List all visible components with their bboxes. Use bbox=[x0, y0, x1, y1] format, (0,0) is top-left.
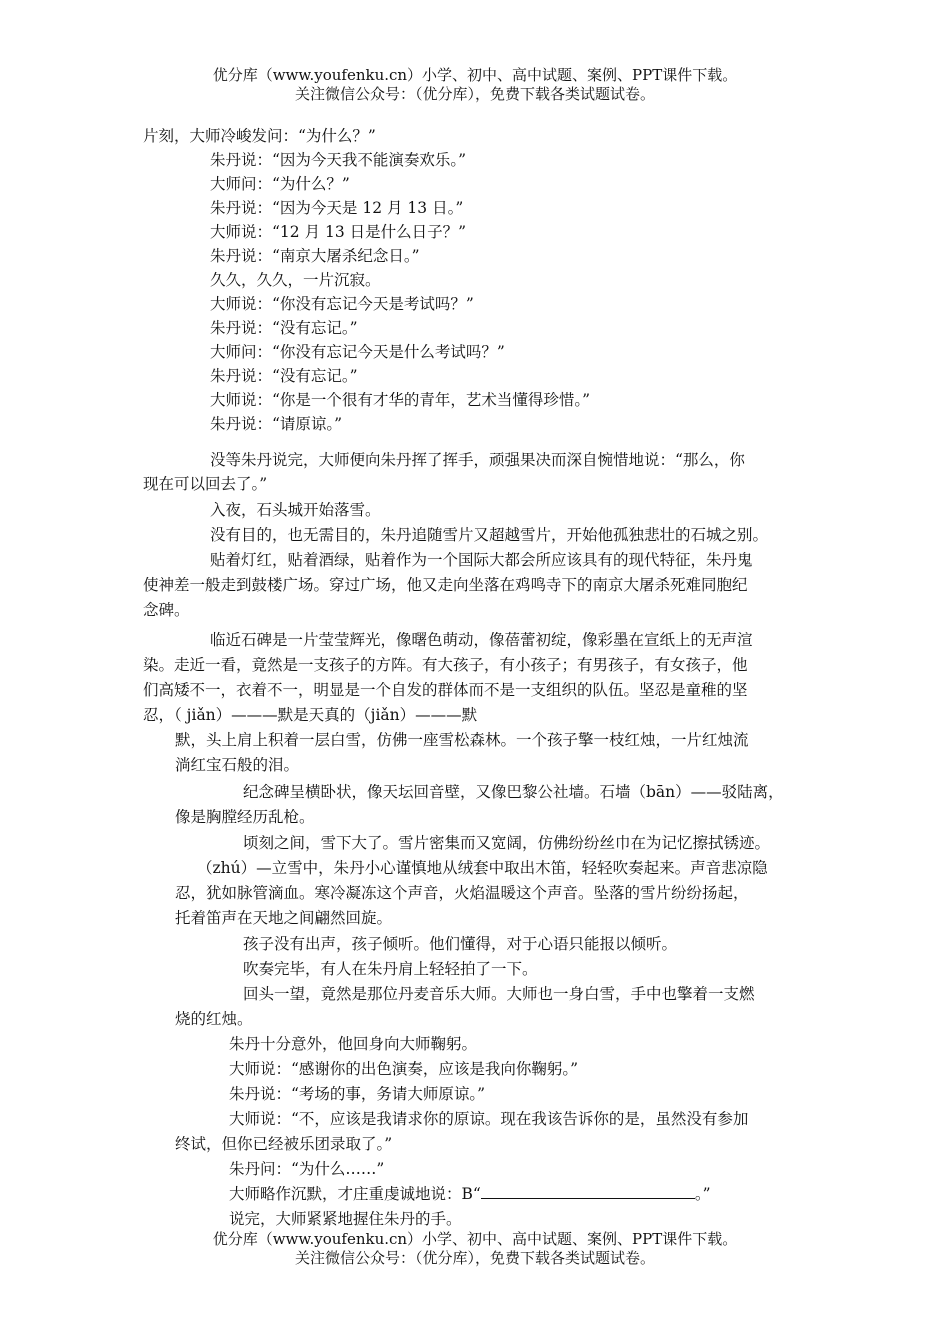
text-line: 默，头上肩上积着一层白雪，仿佛一座雪松森林。一个孩子擎一枝红烛，一片红烛流 bbox=[175, 731, 749, 749]
text-line: 久久，久久，一片沉寂。 bbox=[210, 271, 381, 289]
text-line: 染。走近一看，竟然是一支孩子的方阵。有大孩子，有小孩子；有男孩子，有女孩子，他 bbox=[143, 656, 748, 674]
footer-line-1: 优分库（www.youfenku.cn）小学、初中、高中试题、案例、PPT课件下载。 bbox=[212, 1230, 738, 1248]
text-line: 忍，犹如脉管滴血。寒冷凝冻这个声音，火焰温暖这个声音。坠落的雪片纷纷扬起， bbox=[175, 884, 749, 902]
text-line: 孩子没有出声，孩子倾听。他们懂得，对于心语只能报以倾听。 bbox=[243, 935, 678, 953]
text-line: 朱丹说：“因为今天我不能演奏欢乐。” bbox=[210, 151, 467, 169]
text-line: 像是胸膛经历乱枪。 bbox=[175, 808, 315, 826]
text-line: 贴着灯红，贴着酒绿，贴着作为一个国际大都会所应该具有的现代特征，朱丹鬼 bbox=[210, 551, 753, 569]
page-footer bbox=[0, 1230, 950, 1268]
text-line: 终试，但你已经被乐团录取了。” bbox=[175, 1135, 393, 1153]
text-line: 念碑。 bbox=[143, 601, 190, 619]
text-line: 大师问：“为什么？” bbox=[210, 175, 350, 193]
text-line: 入夜，石头城开始落雪。 bbox=[210, 501, 381, 519]
footer-line-2: 关注微信公众号：（优分库），免费下载各类试题试卷。 bbox=[294, 1249, 655, 1267]
text-line: 朱丹说：“没有忘记。” bbox=[210, 367, 358, 385]
text-line: 说完，大师紧紧地握住朱丹的手。 bbox=[229, 1210, 462, 1228]
answer-suffix: 。” bbox=[694, 1185, 711, 1203]
text-line: 片刻，大师冷峻发问：“为什么？” bbox=[143, 127, 376, 145]
text-line: 烧的红烛。 bbox=[175, 1010, 253, 1028]
text-line: 们高矮不一，衣着不一，明显是一个自发的群体而不是一支组织的队伍。坚忍是童稚的坚 bbox=[143, 681, 748, 699]
answer-blank[interactable] bbox=[481, 1184, 695, 1199]
text-line: 朱丹说：“请原谅。” bbox=[210, 415, 343, 433]
text-line: 大师说：“感谢你的出色演奏，应该是我向你鞠躬。” bbox=[229, 1060, 579, 1078]
text-line: 朱丹问：“为什么……” bbox=[229, 1160, 385, 1178]
header-line-2: 关注微信公众号：（优分库），免费下载各类试题试卷。 bbox=[294, 85, 655, 103]
text-line: 大师说：“不，应该是我请求你的原谅。现在我该告诉你的是，虽然没有参加 bbox=[229, 1110, 749, 1128]
text-line: 吹奏完毕，有人在朱丹肩上轻轻拍了一下。 bbox=[243, 960, 538, 978]
text-line: 没等朱丹说完，大师便向朱丹挥了挥手，顽强果决而深自惋惜地说：“那么，你 bbox=[210, 451, 745, 469]
text-line: 顷刻之间，雪下大了。雪片密集而又宽阔，仿佛纷纷丝巾在为记忆擦拭锈迹。 bbox=[243, 834, 771, 852]
text-line: 朱丹十分意外，他回身向大师鞠躬。 bbox=[229, 1035, 478, 1053]
answer-prefix: 大师略作沉默，才庄重虔诚地说：B“ bbox=[229, 1185, 481, 1203]
text-line: 托着笛声在天地之间翩然回旋。 bbox=[175, 909, 393, 927]
text-line: 回头一望，竟然是那位丹麦音乐大师。大师也一身白雪，手中也擎着一支燃 bbox=[243, 985, 755, 1003]
text-line: 使神差一般走到鼓楼广场。穿过广场，他又走向坐落在鸡鸣寺下的南京大屠杀死难同胞纪 bbox=[143, 576, 748, 594]
text-line: 纪念碑呈横卧状，像天坛回音壁，又像巴黎公社墙。石墙（bān）——驳陆离， bbox=[243, 783, 784, 801]
header-line-1: 优分库（www.youfenku.cn）小学、初中、高中试题、案例、PPT课件下载。 bbox=[212, 66, 738, 84]
text-line: 朱丹说：“南京大屠杀纪念日。” bbox=[210, 247, 420, 265]
text-line: 大师问：“你没有忘记今天是什么考试吗？” bbox=[210, 343, 505, 361]
text-line: 临近石碑是一片莹莹辉光，像曙色萌动，像蓓蕾初绽，像彩墨在宣纸上的无声渲 bbox=[210, 631, 753, 649]
text-line: （zhú）—立雪中，朱丹小心谨慎地从绒套中取出木笛，轻轻吹奏起来。声音悲凉隐 bbox=[197, 859, 768, 877]
text-line: 没有目的，也无需目的，朱丹追随雪片又超越雪片，开始他孤独悲壮的石城之别。 bbox=[210, 526, 769, 544]
text-line: 淌红宝石般的泪。 bbox=[175, 756, 300, 774]
text-line: 大师说：“你没有忘记今天是考试吗？” bbox=[210, 295, 474, 313]
text-line: 大师说：“12 月 13 日是什么日子？” bbox=[210, 223, 467, 241]
answer-line bbox=[229, 1184, 711, 1204]
text-line: 朱丹说：“因为今天是 12 月 13 日。” bbox=[210, 199, 464, 217]
text-line: 大师说：“你是一个很有才华的青年，艺术当懂得珍惜。” bbox=[210, 391, 591, 409]
text-line: 现在可以回去了。” bbox=[143, 475, 268, 493]
text-line: 朱丹说：“考场的事，务请大师原谅。” bbox=[229, 1085, 486, 1103]
page-header bbox=[0, 66, 950, 104]
text-line: 朱丹说：“没有忘记。” bbox=[210, 319, 358, 337]
text-line: 忍，（ jiǎn）———默是天真的（jiǎn）———默 bbox=[143, 706, 478, 724]
